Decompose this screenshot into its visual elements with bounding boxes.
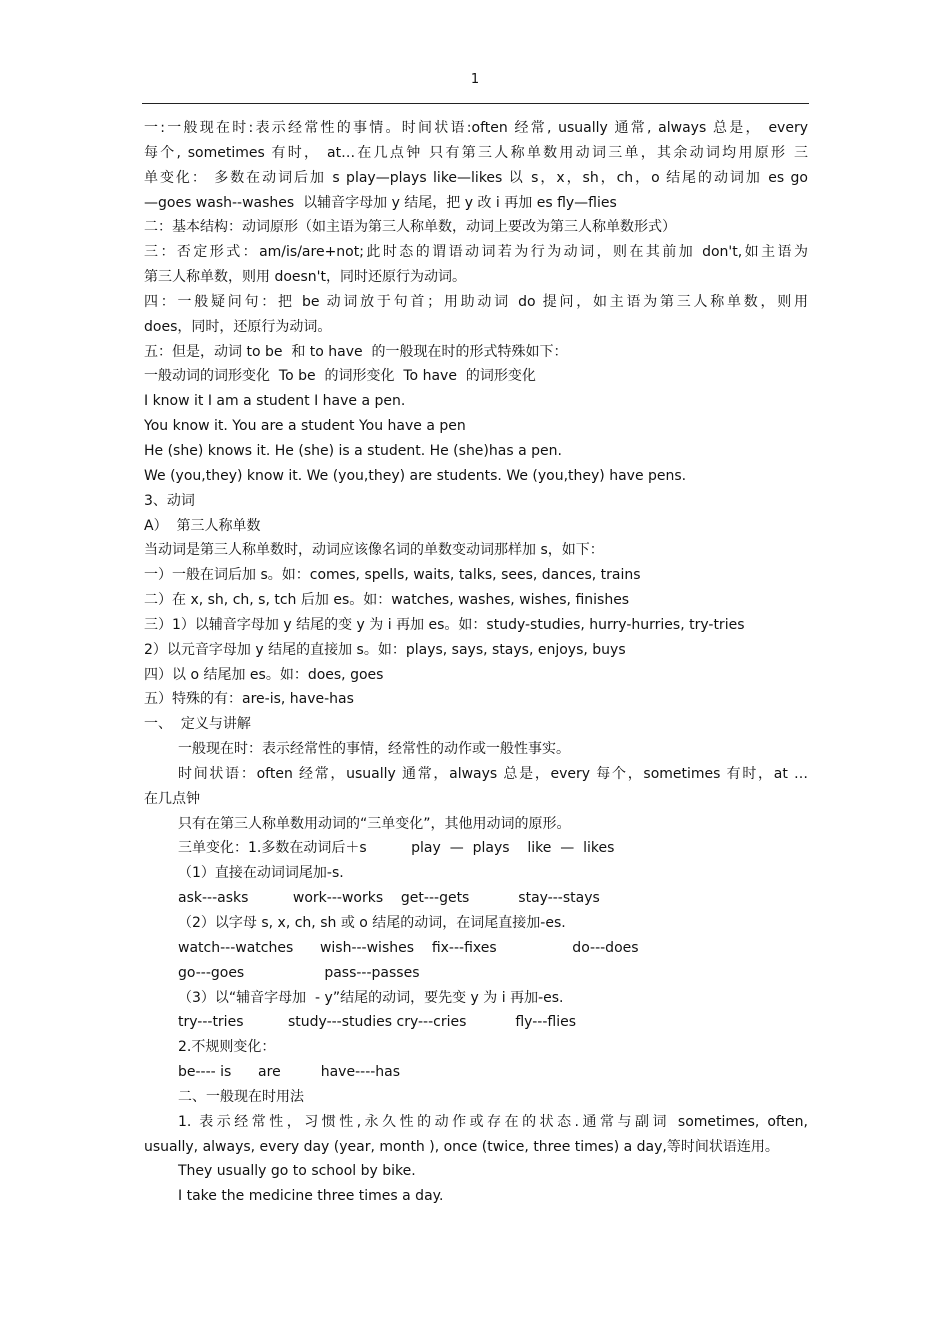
text-line: 一般动词的词形变化 To be 的词形变化 To have 的词形变化 [144,368,536,385]
text-line: 三）1）以辅音字母加 y 结尾的变 y 为 i 再加 es。如：study-studies, hurry-hurries, try-tries [144,616,745,633]
text-line: They usually go to school by bike. [178,1163,416,1180]
page-number: 1 [470,72,480,87]
text-line: （3）以“辅音字母加 - y”结尾的动词，要先变 y 为 i 再加-es. [178,989,564,1006]
text-line: 2）以元音字母加 y 结尾的直接加 s。如：plays, says, stays, enjoys, buys [144,641,626,658]
text-line: 3、动词 [144,492,195,509]
text-line: A） 第三人称单数 [144,517,261,534]
text-line: does，同时，还原行为动词。 [144,318,332,335]
text-line: ask---asks work---works get---gets stay---stays [178,890,600,907]
text-line: 四）以 o 结尾加 es。如：does, goes [144,666,384,683]
text-line: usually, always, every day (year, month ), once (twice, three times) a day,等时间状语连用。 [144,1138,779,1155]
text-line: 时间状语：often 经常，usually 通常，always 总是，every 每个，sometimes 有时，at … [178,765,808,782]
text-line: 三单变化：1.多数在动词后＋s play — plays like — likes [178,840,615,857]
text-line: 第三人称单数，则用 doesn't，同时还原行为动词。 [144,269,467,286]
text-line: 二、一般现在时用法 [178,1088,304,1105]
text-line: try---tries study---studies cry---cries fly---flies [178,1014,576,1031]
text-line: 一般现在时：表示经常性的事情，经常性的动作或一般性事实。 [178,741,570,758]
text-line: be---- is are have----has [178,1064,401,1081]
text-line: We (you,they) know it. We (you,they) are students. We (you,they) have pens. [144,467,687,484]
text-line: —goes wash--washes 以辅音字母加 y 结尾，把 y 改 i 再加 es fly—flies [144,194,617,211]
text-line: 1. 表示经常性，习惯性,永久性的动作或存在的状态.通常与副词 sometimes, often, [178,1113,808,1130]
text-line: 五）特殊的有：are-is, have-has [144,691,354,708]
text-line: You know it. You are a student You have a pen [144,418,466,435]
text-line: 二：基本结构：动词原形（如主语为第三人称单数，动词上要改为第三人称单数形式） [144,219,676,236]
text-line: 一:一般现在时:表示经常性的事情。时间状语:often 经常, usually 通常, always 总是， every [144,120,808,136]
text-line: He (she) knows it. He (she) is a student. He (she)has a pen. [144,442,562,459]
text-line: 一、 定义与讲解 [144,716,251,733]
text-line: 五：但是，动词 to be 和 to have 的一般现在时的形式特殊如下： [144,343,568,360]
text-line: 只有在第三人称单数用动词的“三单变化”，其他用动词的原形。 [178,815,571,832]
text-line: 二）在 x, sh, ch, s, tch 后加 es。如：watches, washes, wishes, finishes [144,592,630,609]
text-line: I take the medicine three times a day. [178,1188,444,1205]
text-line: 一）一般在词后加 s。如：comes, spells, waits, talks, sees, dances, trains [144,567,641,584]
text-line: 2.不规则变化： [178,1039,276,1056]
text-line: 每个, sometimes 有时， at…在几点钟 只有第三人称单数用动词三单，其余动词均用原形 三 [144,144,808,161]
text-line: I know it I am a student I have a pen. [144,393,406,410]
text-line: go---goes pass---passes [178,964,420,981]
text-line: 三：否定形式：am/is/are+not;此时态的谓语动词若为行为动词，则在其前加 don't,如主语为 [144,244,808,261]
text-line: 在几点钟 [144,790,200,807]
text-line: （2）以字母 s, x, ch, sh 或 o 结尾的动词，在词尾直接加-es. [178,915,566,931]
document-body [144,116,808,1209]
text-line: watch---watches wish---wishes fix---fixes do---does [178,939,639,956]
text-line: 单变化： 多数在动词后加 s play—plays like—likes 以 s，x，sh，ch，o 结尾的动词加 es go [144,169,808,186]
text-line: 四：一般疑问句：把 be 动词放于句首；用助动词 do 提问，如主语为第三人称单数，则用 [144,293,808,310]
text-line: （1）直接在动词词尾加-s. [178,865,344,882]
header-rule [142,103,809,104]
text-line: 当动词是第三人称单数时，动词应该像名词的单数变动词那样加 s，如下： [144,542,604,559]
